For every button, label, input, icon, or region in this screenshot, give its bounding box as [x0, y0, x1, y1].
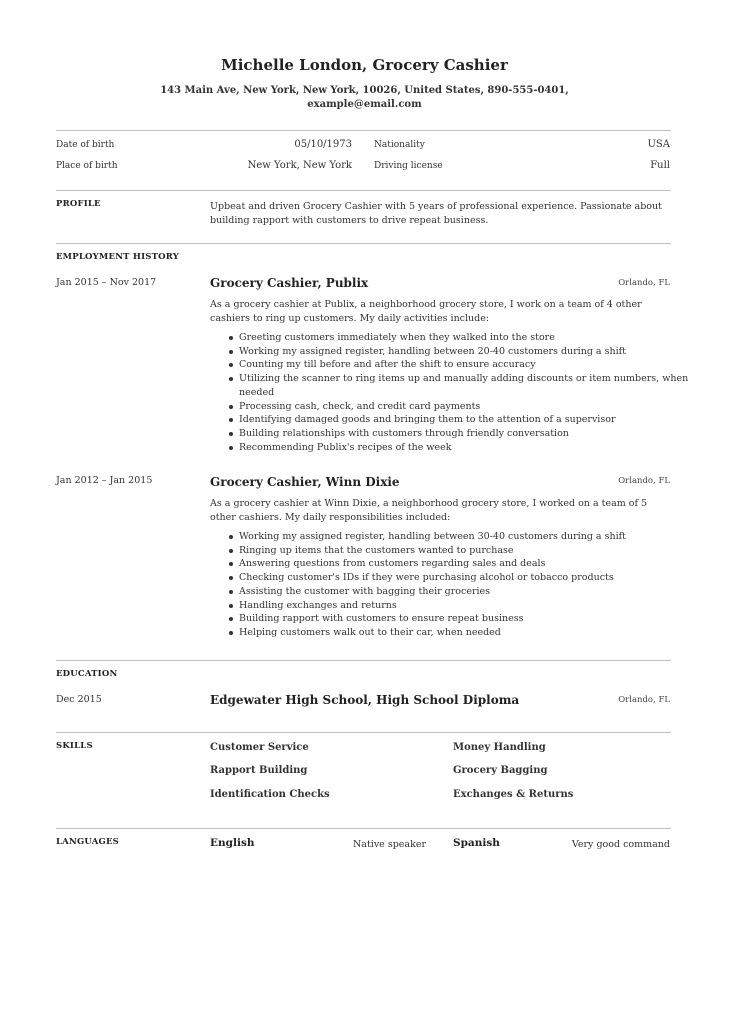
divider — [56, 660, 671, 661]
list-item: Working my assigned register, handling between 30-40 customers during a shift — [239, 530, 699, 544]
dob-label: Date of birth — [56, 140, 115, 150]
list-item: Helping customers walk out to their car, when needed — [239, 626, 699, 640]
job-summary: As a grocery cashier at Winn Dixie, a neighborhood grocery store, I worked on a team of 5 other cashiers. My daily responsibilities included: — [210, 498, 648, 523]
divider — [56, 190, 671, 191]
list-item: Utilizing the scanner to ring items up and manually adding discounts or item numbers, when needed — [239, 372, 699, 399]
divider — [56, 130, 671, 131]
dob-value: 05/10/1973 — [294, 139, 352, 150]
language-level: Very good command — [571, 839, 670, 850]
profile-text: Upbeat and driven Grocery Cashier with 5 years of professional experience. Passionate about building rapport with customers to drive repeat business. — [210, 201, 662, 226]
education-heading: EDUCATION — [56, 669, 118, 679]
resume-name: Michelle London, Grocery Cashier — [221, 56, 508, 74]
education-title: Edgewater High School, High School Diploma — [210, 693, 520, 707]
list-item: Working my assigned register, handling between 20-40 customers during a shift — [239, 345, 699, 359]
email-line: example@email.com — [307, 99, 422, 110]
list-item: Checking customer's IDs if they were purchasing alcohol or tobacco products — [239, 571, 699, 585]
divider — [56, 243, 671, 244]
language-name: English — [210, 837, 255, 849]
divider — [56, 828, 671, 829]
languages-heading: LANGUAGES — [56, 837, 120, 847]
list-item: Counting my till before and after the shift to ensure accuracy — [239, 358, 699, 372]
job-title: Grocery Cashier, Publix — [210, 276, 369, 290]
job-location: Orlando, FL — [618, 476, 670, 486]
pob-label: Place of birth — [56, 161, 118, 171]
job-dates: Jan 2015 – Nov 2017 — [56, 277, 157, 288]
list-item: Identifying damaged goods and bringing them to the attention of a supervisor — [239, 413, 699, 427]
job-duties-list — [210, 331, 699, 454]
language-level: Native speaker — [352, 839, 426, 850]
list-item: Ringing up items that the customers wanted to purchase — [239, 544, 699, 558]
job-title: Grocery Cashier, Winn Dixie — [210, 475, 400, 489]
skill-item: Money Handling — [453, 742, 546, 753]
profile-heading: PROFILE — [56, 199, 101, 209]
employment-heading: EMPLOYMENT HISTORY — [56, 252, 180, 262]
list-item: Answering questions from customers regarding sales and deals — [239, 557, 699, 571]
skill-item: Identification Checks — [210, 789, 330, 800]
list-item: Greeting customers immediately when they walked into the store — [239, 331, 699, 345]
language-name: Spanish — [453, 837, 500, 849]
license-label: Driving license — [374, 161, 443, 171]
list-item: Assisting the customer with bagging their groceries — [239, 585, 699, 599]
skill-item: Grocery Bagging — [453, 765, 548, 776]
list-item: Building relationships with customers through friendly conversation — [239, 427, 699, 441]
job-summary: As a grocery cashier at Publix, a neighborhood grocery store, I work on a team of 4 other cashiers to ring up customers. My daily activities include: — [210, 299, 642, 324]
job-location: Orlando, FL — [618, 278, 670, 288]
divider — [56, 732, 671, 733]
license-value: Full — [650, 160, 670, 171]
skill-item: Rapport Building — [210, 765, 308, 776]
skills-heading: SKILLS — [56, 741, 93, 751]
skill-item: Customer Service — [210, 742, 309, 753]
list-item: Handling exchanges and returns — [239, 599, 699, 613]
education-date: Dec 2015 — [56, 694, 102, 705]
list-item: Processing cash, check, and credit card payments — [239, 400, 699, 414]
job-duties-list — [210, 530, 699, 640]
pob-value: New York, New York — [247, 160, 352, 171]
skill-item: Exchanges & Returns — [453, 789, 574, 800]
nationality-value: USA — [647, 139, 670, 150]
list-item: Building rapport with customers to ensure repeat business — [239, 612, 699, 626]
nationality-label: Nationality — [374, 140, 425, 150]
address-line: 143 Main Ave, New York, New York, 10026, United States, 890-555-0401, — [160, 85, 569, 96]
education-location: Orlando, FL — [618, 695, 670, 705]
list-item: Recommending Publix's recipes of the week — [239, 441, 699, 455]
job-dates: Jan 2012 – Jan 2015 — [56, 475, 153, 486]
